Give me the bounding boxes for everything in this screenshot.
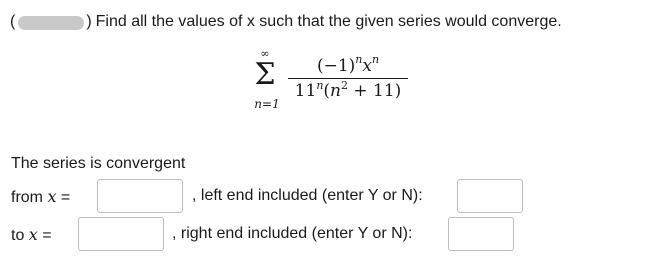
numerator-exponent-2: n <box>371 53 380 67</box>
to-label <box>11 225 52 245</box>
fraction-bar <box>288 78 408 79</box>
right-end-included-input[interactable] <box>448 217 514 251</box>
from-label-var: x <box>47 187 57 206</box>
fraction-numerator <box>284 53 412 76</box>
left-end-label: , left end included (enter Y or N): <box>192 187 423 204</box>
numerator-base: (−1) <box>316 56 356 76</box>
sigma-upper-limit: ∞ <box>260 47 270 60</box>
from-x-input[interactable] <box>97 179 183 213</box>
convergent-label: The series is convergent <box>11 155 186 172</box>
from-label-text: from <box>11 189 48 206</box>
fraction-denominator <box>284 78 412 102</box>
question-text: Find all the values of x such that the given series would converge. <box>95 13 562 30</box>
series-expression <box>250 48 420 118</box>
problem-header <box>10 8 562 36</box>
numerator-exponent-1: n <box>355 53 363 67</box>
right-end-label: , right end included (enter Y or N): <box>172 225 413 242</box>
denominator-open-paren: ( <box>323 81 331 102</box>
series-term-fraction <box>284 53 412 102</box>
to-row <box>11 217 521 251</box>
denominator-exponent-1: n <box>316 78 324 92</box>
from-label <box>11 187 70 207</box>
denominator-rest: + 11) <box>348 81 402 102</box>
points-badge <box>18 16 84 30</box>
to-x-input[interactable] <box>78 217 164 251</box>
denominator-exponent-2: 2 <box>341 78 348 92</box>
sigma-symbol: Σ <box>254 57 276 92</box>
to-label-text: to <box>11 227 29 244</box>
left-end-included-input[interactable] <box>457 179 523 213</box>
to-label-var: x <box>28 225 38 244</box>
sigma-lower-limit: n=1 <box>254 97 280 111</box>
from-label-eq: = <box>56 189 71 206</box>
to-label-eq: = <box>37 227 52 244</box>
numerator-variable: x <box>362 56 372 76</box>
close-paren: ) <box>86 13 92 30</box>
denominator-variable: n <box>330 81 341 102</box>
denominator-base: 11 <box>294 81 317 102</box>
from-row <box>11 179 531 213</box>
open-paren: ( <box>10 13 16 30</box>
